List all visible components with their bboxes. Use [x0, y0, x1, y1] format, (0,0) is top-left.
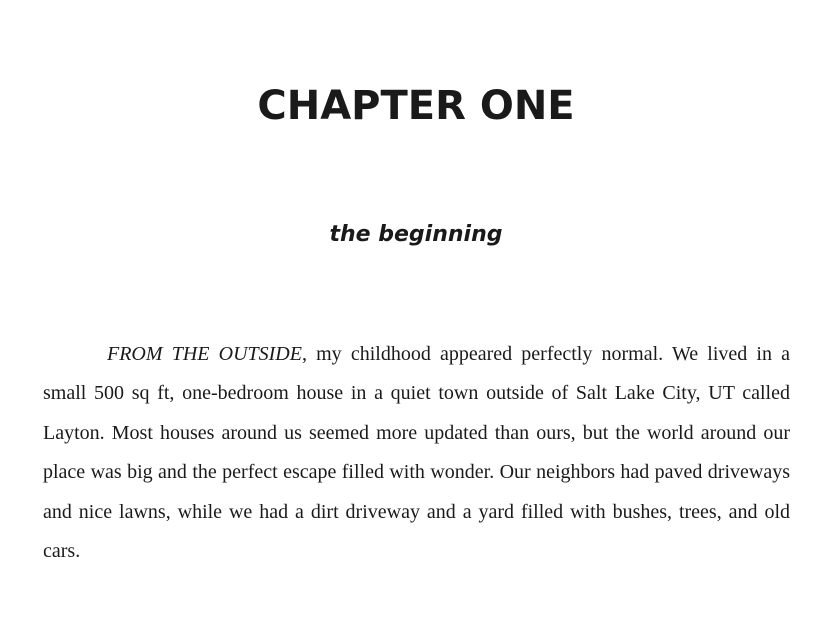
paragraph-text: , my childhood appeared perfectly normal. We lived in a small 500 sq ft, one-bedroom house in a quiet town outside of Salt Lake City, UT called Layton. Most houses around us seemed more updated than ours, but the world around our place was big and the perfect escape filled with wonder. Our neighbors had paved driveways and nice lawns, while we had a dirt driveway and a yard filled with bushes, trees, and old cars. [43, 343, 790, 563]
body-paragraph [43, 335, 790, 571]
chapter-title: CHAPTER ONE [257, 83, 575, 129]
paragraph-lead-in: FROM THE OUTSIDE [107, 343, 302, 365]
chapter-subtitle: the beginning [329, 222, 503, 247]
